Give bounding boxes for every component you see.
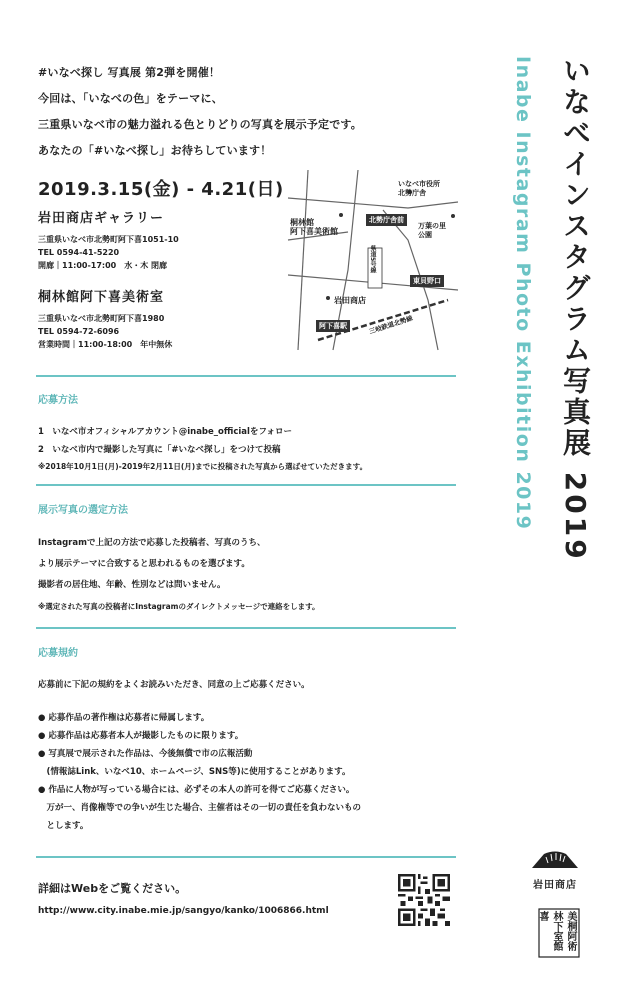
map-railway: 三岐鉄道北勢線 bbox=[368, 314, 414, 336]
rules-item: (情報誌Link、いなべ10、ホームページ、SNS等)に使用することがあります。 bbox=[38, 767, 351, 777]
kirin-seal-text: 美桐阿術林下室館喜 bbox=[537, 911, 576, 951]
intro-block bbox=[38, 60, 362, 164]
map-route: 県道5号線 bbox=[369, 245, 376, 274]
rules-item: とします。 bbox=[38, 821, 89, 831]
iwata-logo-text: 岩田商店 bbox=[533, 880, 577, 891]
apply-step: 2 いなべ市内で撮影した写真に「#いなべ探し」をつけて投稿 bbox=[38, 445, 281, 455]
map-mangetsu: 万葉の里 公園 bbox=[418, 222, 446, 239]
footer-url[interactable]: http://www.city.inabe.mie.jp/sangyo/kanko/1006866.html bbox=[38, 906, 329, 916]
venue-hours: 開廊｜11:00-17:00 水・木 閉廊 bbox=[38, 261, 168, 270]
rules-item: ● 作品に人物が写っている場合には、必ずその本人の許可を得てご応募ください。 bbox=[38, 785, 355, 795]
footer-details: 詳細はWebをご覧ください。 bbox=[38, 882, 187, 895]
divider bbox=[36, 856, 456, 858]
rules-item: ● 写真展で展示された作品は、今後無償で市の広報活動 bbox=[38, 749, 253, 759]
intro-line: 三重県いなべ市の魅力溢れる色とりどりの写真を展示予定です。 bbox=[38, 118, 362, 131]
rules-intro: 応募前に下記の規約をよくお読みいただき、同意の上ご応募ください。 bbox=[38, 680, 310, 690]
apply-step: 1 いなべ市オフィシャルアカウント@inabe_officialをフォロー bbox=[38, 427, 293, 437]
map-hokusei-mae: 北勢庁舎前 bbox=[366, 214, 407, 226]
map-kirin: 桐林館 阿下喜美術館 bbox=[290, 218, 338, 236]
title-english: Inabe Instagram Photo Exhibition 2019 bbox=[512, 56, 534, 531]
rules-item: 万が一、肖像権等での争いが生じた場合、主催者はその一切の責任を負わないもの bbox=[38, 803, 362, 813]
map-city-office: いなべ市役所 北勢庁舎 bbox=[398, 180, 440, 197]
access-map bbox=[288, 170, 458, 350]
venue-kirin bbox=[38, 286, 172, 351]
divider bbox=[36, 484, 456, 486]
section-title: 応募方法 bbox=[38, 395, 78, 406]
map-iwata: 岩田商店 bbox=[334, 296, 366, 305]
apply-note: ※2018年10月1日(月)-2019年2月11日(月)までに投稿された写真から選ばせていただきます。 bbox=[38, 462, 368, 471]
mountain-icon bbox=[530, 848, 580, 870]
qr-code bbox=[398, 874, 450, 926]
selection-line: より展示テーマに合致すると思われるものを選びます。 bbox=[38, 559, 250, 569]
map-higashi-kainoguchi: 東貝野口 bbox=[410, 275, 444, 287]
rules-item: ● 応募作品は応募者本人が撮影したものに限ります。 bbox=[38, 731, 244, 741]
venue-address: 三重県いなべ市北勢町阿下喜1051-10 bbox=[38, 235, 179, 244]
section-rules bbox=[38, 644, 361, 835]
venue-name: 岩田商店ギャラリー bbox=[38, 211, 165, 226]
venue-address: 三重県いなべ市北勢町阿下喜1980 bbox=[38, 314, 165, 323]
kirin-seal bbox=[538, 908, 580, 958]
selection-note: ※選定された写真の投稿者にInstagramのダイレクトメッセージで連絡をします。 bbox=[38, 602, 320, 611]
venue-tel: TEL 0594-72-6096 bbox=[38, 327, 120, 336]
intro-line: 今回は、「いなべの色」をテーマに、 bbox=[38, 92, 223, 105]
map-ageki: 阿下喜駅 bbox=[316, 320, 350, 332]
divider bbox=[36, 375, 456, 377]
rules-item: ● 応募作品の著作権は応募者に帰属します。 bbox=[38, 713, 210, 723]
section-title: 展示写真の選定方法 bbox=[38, 505, 128, 516]
venue-tel: TEL 0594-41-5220 bbox=[38, 248, 120, 257]
venue-name: 桐林館阿下喜美術室 bbox=[38, 290, 165, 305]
venue-iwata bbox=[38, 207, 179, 272]
exhibition-date: 2019.3.15(金) - 4.21(日) bbox=[38, 179, 284, 200]
intro-line: あなたの「#いなべ探し」お待ちしています！ bbox=[38, 144, 272, 157]
title-japanese: いなべインスタグラム写真展 2019 bbox=[559, 56, 592, 562]
selection-line: Instagramで上記の方法で応募した投稿者、写真のうち、 bbox=[38, 538, 266, 548]
section-apply bbox=[38, 391, 367, 475]
section-selection bbox=[38, 501, 320, 617]
divider bbox=[36, 627, 456, 629]
venue-hours: 営業時間｜11:00-18:00 年中無休 bbox=[38, 340, 173, 349]
intro-line: #いなべ探し 写真展 第2弾を開催！ bbox=[38, 66, 221, 79]
section-title: 応募規約 bbox=[38, 648, 78, 659]
iwata-logo bbox=[530, 848, 580, 891]
selection-line: 撮影者の居住地、年齢、性別などは問いません。 bbox=[38, 580, 226, 590]
